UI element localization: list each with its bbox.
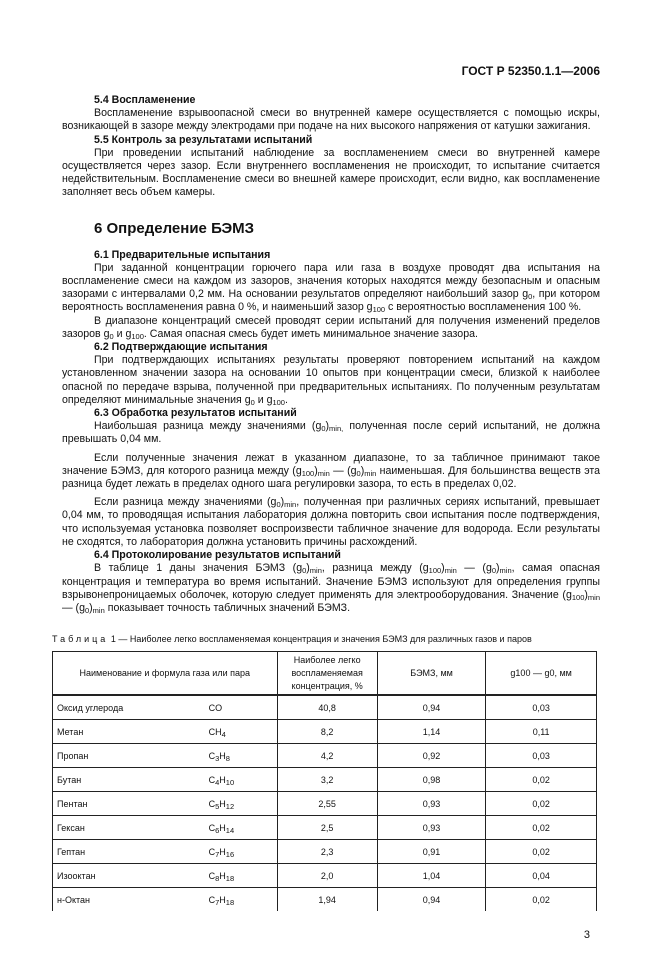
concentration: 2,5: [277, 816, 377, 840]
text-run: H: [219, 798, 226, 809]
subscript: 0: [491, 566, 497, 576]
gap-difference: 0,03: [486, 744, 597, 768]
concentration: 2,0: [277, 864, 377, 888]
gas-name: н-Октан: [53, 888, 208, 912]
paragraph: [62, 107, 600, 133]
subscript: 10: [225, 777, 235, 787]
table-row: [53, 695, 597, 720]
subscript: 16: [225, 849, 235, 859]
text-run: , самая опасная концентрация и температура во время испытаний. Значение БЭМЗ используют для определения группы взрывонепроницаемых оболочек, которую следует применять для электрооборудования. Значение (g: [62, 562, 601, 601]
concentration: 40,8: [277, 695, 377, 720]
text-run: и g: [254, 393, 273, 406]
subscript: min: [317, 468, 330, 478]
gas-formula: [208, 840, 277, 864]
section-heading: [62, 341, 600, 354]
subscript: 3: [215, 753, 220, 763]
text-run: 6.1 Предварительные испытания: [94, 248, 271, 261]
gap-difference: 0,04: [486, 864, 597, 888]
subscript: min: [499, 566, 512, 576]
text-run: H: [219, 750, 226, 761]
text-run: ): [325, 420, 330, 433]
text-run: H: [219, 894, 226, 905]
text-run: При проведении испытаний наблюдение за воспламенением смеси во внутренней камере осуществляется через зазор. Если внутреннего воспламенения не происходит, то испытание считается недействительным. Воспламенение смеси во внешней камере происходит, если видно, как воспламенение заполняет весь объем камеры.: [62, 146, 600, 199]
bemz-value: 1,14: [377, 720, 485, 744]
text-run: H: [219, 822, 226, 833]
subscript: 12: [225, 801, 235, 811]
subscript: 18: [225, 873, 235, 883]
gas-name: Бутан: [53, 768, 208, 792]
bemz-value: 0,91: [377, 840, 485, 864]
text-run: 6.3 Обработка результатов испытаний: [94, 407, 297, 420]
text-run: H: [219, 846, 226, 857]
document-body: [62, 94, 600, 615]
text-run: ): [314, 464, 318, 477]
text-run: C: [208, 822, 216, 833]
subscript: 100: [428, 566, 442, 576]
subscript: 14: [225, 825, 235, 835]
subscript: 0: [250, 397, 255, 407]
text-run: ): [306, 562, 310, 575]
gas-formula: [208, 792, 277, 816]
concentration: 8,2: [277, 720, 377, 744]
text-run: C: [208, 750, 216, 761]
table-row: [53, 888, 597, 912]
paragraph: [62, 262, 600, 315]
text-run: , полученная при различных сериях испытаний, превышает 0,04 мм, то проводящая испытания лаборатория должна повторить свои испытания после подтверждения, что используемая установка позволяет воспроизвести табличное значение для водорода. Если результаты не сходятся, то лаборатория должна установить причины расхождений.: [62, 496, 600, 548]
subscript: min: [587, 592, 600, 602]
text-run: В таблице 1 даны значения БЭМЗ (g: [94, 562, 303, 575]
table-caption-word: Таблица: [52, 634, 109, 645]
text-run: 6.4 Протоколирование результатов испытаний: [94, 549, 341, 562]
text-run: H: [219, 774, 226, 785]
gas-formula: [208, 816, 277, 840]
text-run: CO: [208, 702, 223, 713]
text-run: — (g: [62, 601, 85, 614]
subscript: 0: [302, 566, 307, 576]
subscript: 0: [276, 500, 281, 510]
gas-name: Оксид углерода: [53, 695, 208, 720]
paragraph: [62, 354, 600, 407]
table-caption: [52, 633, 600, 645]
subscript: min,: [329, 424, 344, 434]
text-run: H: [219, 870, 226, 881]
text-run: показывает точность табличных значений БЭМЗ.: [104, 601, 351, 614]
text-run: и g: [113, 327, 132, 340]
section-heading: [62, 249, 600, 262]
text-run: полученная после серий испытаний, не должна превышать 0,04 мм.: [62, 420, 600, 446]
gas-formula: [208, 720, 277, 744]
gap-difference: 0,02: [486, 768, 597, 792]
text-run: 6.2 Подтверждающие испытания: [94, 341, 268, 354]
subscript: 0: [321, 424, 326, 434]
subscript: 4: [215, 777, 220, 787]
paragraph: [62, 420, 600, 446]
section-heading: [62, 134, 600, 147]
gap-difference: 0,02: [486, 888, 597, 912]
text-run: ): [280, 496, 285, 509]
gas-name: Гексан: [53, 816, 208, 840]
text-run: ): [584, 588, 588, 601]
table-row: [53, 768, 597, 792]
text-run: C: [208, 870, 216, 881]
gas-formula: [208, 695, 277, 720]
text-run: . Самая опасная смесь будет иметь минимальное значение зазора.: [143, 327, 478, 340]
paragraph: [62, 562, 600, 615]
header-concentration: Наиболее легко воспламеняемая концентрация, %: [277, 652, 377, 696]
subscript: 100: [301, 468, 315, 478]
subscript: min: [284, 500, 297, 510]
section-heading: [62, 549, 600, 562]
text-run: C: [208, 894, 216, 905]
gas-name: Пропан: [53, 744, 208, 768]
gas-formula: [208, 744, 277, 768]
bemz-value: 0,98: [377, 768, 485, 792]
concentration: 2,3: [277, 840, 377, 864]
text-run: ): [441, 562, 445, 575]
gas-formula: [208, 864, 277, 888]
table-row: [53, 720, 597, 744]
gap-difference: 0,02: [486, 816, 597, 840]
bemz-value: 0,92: [377, 744, 485, 768]
text-run: CH: [208, 726, 222, 737]
text-run: Если разница между значениями (g: [94, 496, 277, 509]
text-run: Если полученные значения лежат в указанном диапазоне, то за табличное принимают такое значение БЭМЗ, для которого разница между (g: [62, 451, 600, 477]
subscript: 7: [215, 897, 220, 907]
subscript: 0: [356, 468, 361, 478]
concentration: 2,55: [277, 792, 377, 816]
subscript: 5: [215, 801, 220, 811]
text-run: 6 Определение БЭМЗ: [94, 219, 255, 237]
standard-header: ГОСТ Р 52350.1.1—2006: [461, 64, 600, 78]
text-run: , разница между (g: [321, 562, 429, 575]
gas-formula: [208, 888, 277, 912]
subscript: 4: [221, 729, 226, 739]
header-difference: g100 — g0, мм: [486, 652, 597, 696]
bemz-value: 0,93: [377, 792, 485, 816]
table-row: [53, 840, 597, 864]
concentration: 1,94: [277, 888, 377, 912]
text-run: C: [208, 774, 216, 785]
bemz-value: 0,94: [377, 695, 485, 720]
table-row: [53, 864, 597, 888]
paragraph: [62, 496, 600, 549]
paragraph: [62, 452, 600, 492]
text-run: с вероятностью воспламенения 100 %.: [385, 301, 582, 314]
subscript: min: [309, 566, 322, 576]
subscript: 0: [109, 331, 114, 341]
paragraph: [62, 147, 600, 200]
text-run: ): [89, 601, 93, 614]
subscript: 8: [215, 873, 220, 883]
page-number: 3: [583, 929, 590, 942]
gas-name: Гептан: [53, 840, 208, 864]
text-run: C: [208, 798, 216, 809]
table-caption-text: 1 — Наиболее легко воспламеняемая концентрация и значения БЭМЗ для различных газов и паров: [110, 634, 532, 645]
text-run: Воспламенение взрывоопасной смеси во внутренней камере осуществляется с помощью искры, возникающей в зазоре между электродами при подаче на них высокого напряжения от катушки зажигания.: [62, 107, 600, 133]
text-run: .: [284, 393, 288, 406]
gas-formula: [208, 768, 277, 792]
subscript: 7: [215, 849, 220, 859]
subscript: min: [444, 566, 457, 576]
text-run: C: [208, 846, 216, 857]
gap-difference: 0,03: [486, 695, 597, 720]
section-heading: [62, 220, 600, 237]
text-run: ): [496, 562, 500, 575]
text-run: — (g: [329, 464, 357, 477]
subscript: 8: [225, 753, 230, 763]
header-bemz: БЭМЗ, мм: [377, 652, 485, 696]
concentration: 4,2: [277, 744, 377, 768]
text-run: 5.5 Контроль за результатами испытаний: [94, 133, 313, 146]
header-name: Наименование и формула газа или пара: [53, 652, 278, 696]
text-run: ): [360, 464, 365, 477]
gap-difference: 0,02: [486, 792, 597, 816]
bemz-value: 1,04: [377, 864, 485, 888]
gap-difference: 0,11: [486, 720, 597, 744]
subscript: 0: [84, 605, 90, 615]
subscript: min: [364, 468, 377, 478]
bemz-value: 0,93: [377, 816, 485, 840]
section-heading: [62, 407, 600, 420]
text-run: При заданной концентрации горючего пара или газа в воздухе проводят два испытания на воспламенение смеси на каждом из зазоров, значения которых находятся между безопасным и опасным зазорами с интервалами 0,2 мм. На основании результатов определяют наибольший зазор g: [62, 261, 600, 301]
table-row: [53, 744, 597, 768]
subscript: 0: [528, 292, 533, 302]
subscript: 18: [225, 897, 235, 907]
text-run: наименьшая. Для большинства веществ эта разница будет лежать в пределах одного шага регулировки зазора, то есть в пределах 0,02.: [62, 464, 600, 491]
bemz-value: 0,94: [377, 888, 485, 912]
section-heading: [62, 94, 600, 107]
table-row: [53, 792, 597, 816]
subscript: 100: [272, 397, 285, 407]
subscript: 100: [372, 305, 386, 315]
subscript: min: [92, 605, 105, 615]
paragraph: [62, 315, 600, 341]
concentration: 3,2: [277, 768, 377, 792]
gas-name: Изооктан: [53, 864, 208, 888]
text-run: При подтверждающих испытаниях результаты проверяют повторением испытаний на каждом установленном значении зазора на основании 10 опытов при концентрации смеси, близкой к наиболее опасной по передаче взрыва, полученной при предварительных испытаниях. По полученным результатам определяют минимальные значения g: [62, 354, 600, 406]
text-run: — (g: [456, 562, 492, 575]
gap-difference: 0,02: [486, 840, 597, 864]
text-run: Наибольшая разница между значениями (g: [94, 420, 322, 433]
gas-name: Метан: [53, 720, 208, 744]
subscript: 100: [571, 592, 585, 602]
text-run: В диапазоне концентраций смесей проводят серии испытаний для получения изменений пределов зазоров g: [62, 314, 600, 340]
subscript: 100: [131, 331, 144, 341]
table-row: [53, 816, 597, 840]
text-run: , при котором вероятность воспламенения равна 0 %, и наименьший зазор g: [62, 288, 601, 314]
text-run: 5.4 Воспламенение: [94, 94, 196, 106]
bemz-table: [52, 651, 597, 911]
subscript: 6: [215, 825, 220, 835]
gas-name: Пентан: [53, 792, 208, 816]
